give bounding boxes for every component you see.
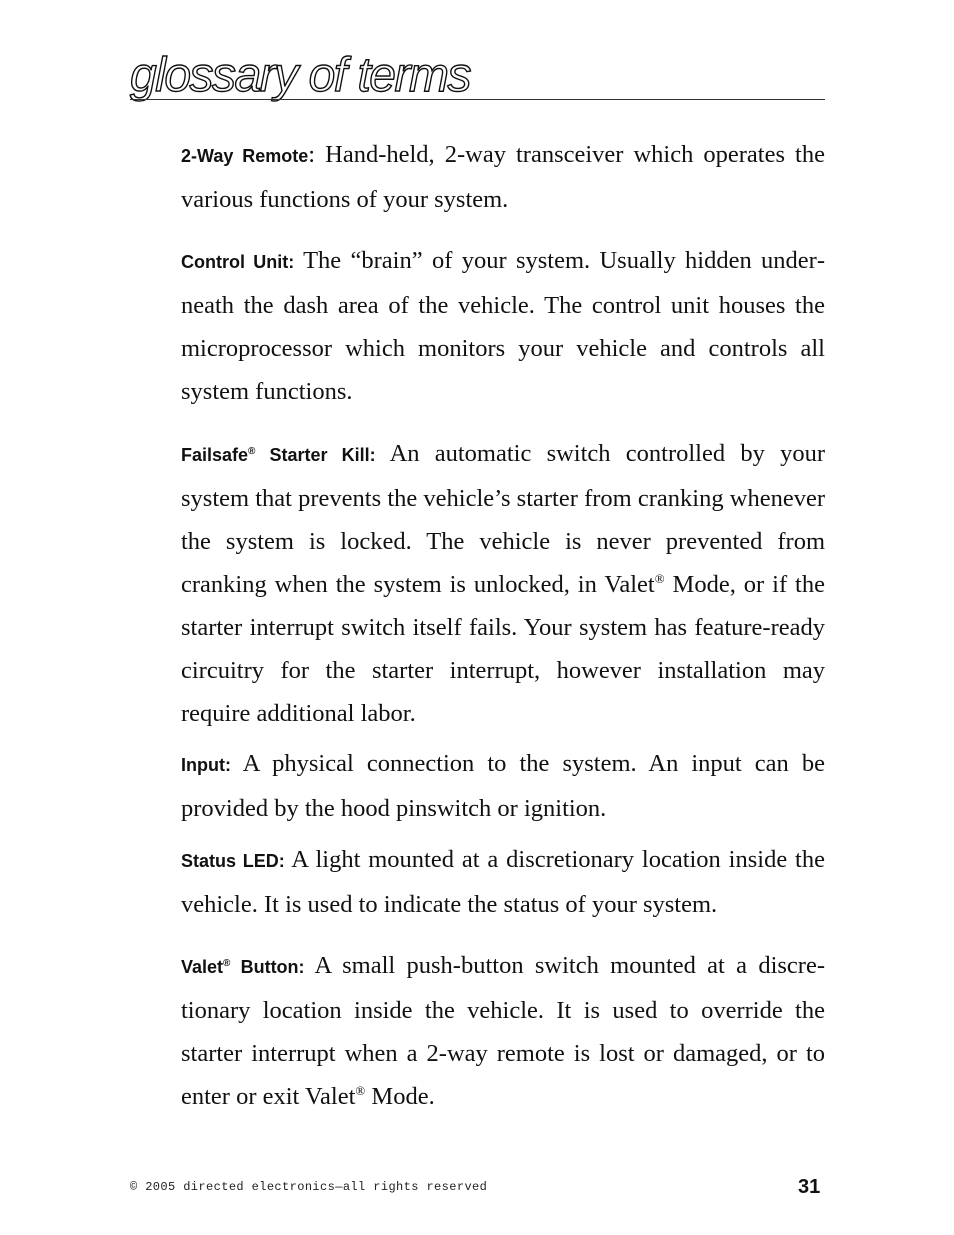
glossary-definition: Mode.: [365, 1083, 435, 1110]
glossary-entry-2way-remote: [181, 133, 825, 221]
term-separator: [294, 247, 303, 274]
glossary-definition: The “brain” of your system. Usually hidden underneath the dash area of the vehicle. The control unit houses the microprocessor which monitors your vehicle and controls all system functions.: [181, 247, 826, 405]
glossary-term: Control Unit:: [181, 252, 295, 272]
registered-mark: ®: [355, 1082, 366, 1098]
glossary-definition: A light mounted at a discretionary location inside the vehicle. It is used to indicate the status of your system.: [181, 846, 825, 918]
glossary-term: Status LED:: [181, 851, 285, 871]
glossary-term-text: Failsafe: [181, 445, 249, 465]
glossary-entry-control-unit: [181, 239, 825, 413]
glossary-term: 2-Way Remote: [181, 146, 309, 166]
glossary-entry-status-led: [181, 838, 825, 926]
glossary-definition: Mode, or if the starter interrupt switch itself fails. Your system has feature-ready circuitry for the starter interrupt, however installation may require additional labor.: [181, 571, 825, 727]
glossary-term: [181, 445, 376, 465]
glossary-definition: A physical connection to the system. An input can be provided by the hood pinswitch or ignition.: [181, 750, 825, 822]
glossary-entry-input: [181, 742, 825, 830]
glossary-definition: An automatic switch controlled by your system that prevents the vehicle’s starter from cranking whenever the system is locked. The vehicle is never prevented from cranking when the system is unlocked, in Valet: [181, 440, 825, 598]
registered-mark: ®: [654, 570, 665, 586]
term-separator: [376, 440, 390, 467]
glossary-entry-valet-button: [181, 944, 825, 1118]
registered-mark: ®: [223, 958, 231, 969]
glossary-term-text: Starter Kill:: [255, 445, 376, 465]
glossary-term: [181, 957, 305, 977]
glossary-entry-failsafe-starter-kill: [181, 432, 825, 735]
glossary-term-text: Button:: [230, 957, 305, 977]
glossary-term: Input:: [181, 755, 231, 775]
page-title: glossary of terms: [130, 49, 470, 102]
glossary-term-text: Valet: [181, 957, 224, 977]
term-separator: [305, 952, 315, 979]
term-separator: [231, 750, 243, 777]
term-separator: :: [308, 141, 326, 168]
glossary-definition: Hand-held, 2-way transceiver which operates the various functions of your system.: [181, 141, 825, 213]
glossary-definition: A small push-button switch mounted at a discretionary location inside the vehicle. It is used to override the starter interrupt when a 2-way remote is lost or damaged, or to enter or exit Valet: [181, 952, 825, 1110]
title-rule: [130, 99, 825, 100]
page-number: 31: [798, 1176, 821, 1198]
registered-mark: ®: [248, 446, 256, 457]
copyright-notice: © 2005 directed electronics—all rights reserved: [130, 1180, 488, 1194]
